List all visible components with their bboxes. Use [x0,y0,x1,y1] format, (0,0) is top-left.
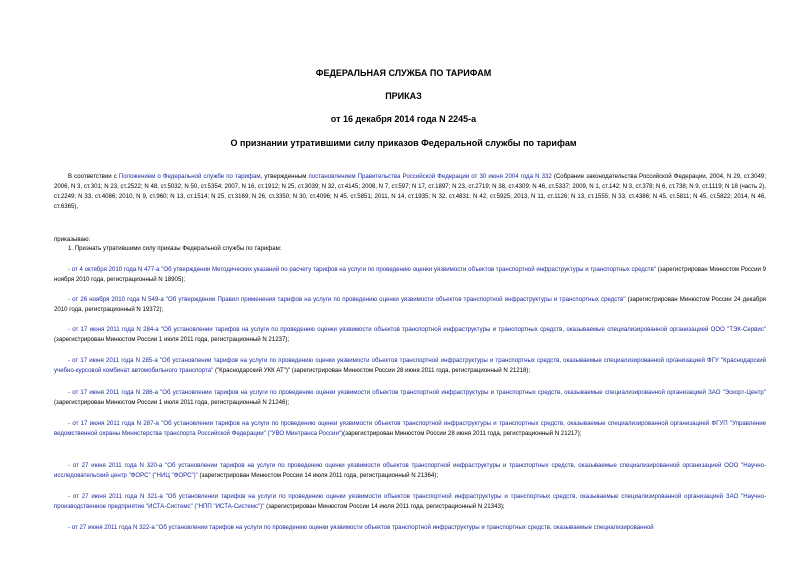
registration-text: ("Краснодарский УКК АТ")" (зарегистрирован Минюстом России 28 июня 2011 года, регистрационный N 21218); [213,367,531,374]
order-link[interactable]: - от 27 июня 2011 года N 320-а "Об установлении тарифов на услуги по проведению оценки уязвимости объектов транспортной инфраструктуры и транспортных средств, оказываемые специализированной организацией ООО "Научно-исследовательский центр "ФОРС" ("НИЦ "ФОРС")" [54,462,766,479]
list-item [54,388,766,408]
order-link[interactable]: - от 27 июня 2011 года N 322-а "Об установлении тарифов на услуги по проведению оценки уязвимости объектов транспортной инфраструктуры и транспортных средств, оказываемые специализированной [68,524,654,531]
registration-text: (зарегистрирован Минюстом России 1 июля 2011 года, регистрационный N 21246); [54,399,290,406]
order-link[interactable]: - от 17 июня 2011 года N 286-а "Об установлении тарифов на услуги по проведению оценки уязвимости объектов транспортной инфраструктуры и транспортных средств, оказываемые специализированной организацией ЗАО "Эскорт-Центр" [68,389,766,396]
list-item [54,325,766,345]
preamble-text-1: В соответствии с [68,173,119,180]
registration-text: (зарегистрирован Минюстом России 14 июля 2011 года, регистрационный N 21364); [197,472,439,479]
regulation-link[interactable]: Положением о Федеральной службе по тарифам [118,173,261,180]
agency-heading: ФЕДЕРАЛЬНАЯ СЛУЖБА ПО ТАРИФАМ [315,68,492,78]
order-link[interactable]: - от 17 июня 2011 года N 284-а "Об установлении тарифов на услуги по проведению оценки уязвимости объектов транспортной инфраструктуры и транспортных средств, оказываемые специализированной организацией ООО "ТЭК-Сервис" [68,326,766,333]
order-link[interactable]: - от 26 ноября 2010 года N 549-а "Об утверждении Правил применения тарифов на услуги по проведению оценки уязвимости объектов транспортной инфраструктуры и транспортных средств" [68,296,626,303]
order-link[interactable]: - от 4 октября 2010 года N 477-а "Об утверждении Методических указаний по расчету тарифов на услуги по проведению оценки уязвимости объектов транспортной инфраструктуры и транспортных средств" [68,266,656,273]
list-item [54,295,766,315]
list-item [54,419,766,439]
list-item [54,492,766,512]
order-link[interactable]: - от 17 июня 2011 года N 285-а "Об установлении тарифов на услуги по проведению оценки уязвимости объектов транспортной инфраструктуры и транспортных средств, оказываемые специализированной организацией ФГУ "Краснодарский учебно-курсовой комбинат автомобильного транспорта" [54,357,766,374]
registration-text: (зарегистрирован Минюстом России 28 июня 2011 года, регистрационный N 21217); [343,430,582,437]
list-item [54,356,766,376]
preamble-paragraph [54,172,766,212]
order-word: приказываю: [54,236,91,243]
preamble-text-2: , утвержденным [260,173,309,180]
item-1: 1. Признать утратившими силу приказы Федеральной службы по тарифам: [68,245,282,252]
order-link[interactable]: - от 17 июня 2011 года N 287-а "Об установлении тарифов на услуги по проведению оценки уязвимости объектов транспортной инфраструктуры и транспортных средств, оказываемые специализированной организацией ФГУП "Управление ведомственной охраны Министерства транспорта Российской Федерации" ("УВО Минтранса России") [54,420,766,437]
doc-date-heading: от 16 декабря 2014 года N 2245-а [330,114,477,124]
doc-title: О признании утратившими силу приказов Федеральной службы по тарифам [230,138,577,148]
preamble-text-3: (Собрание законодательства Российской Федерации, 2004, N 29, ст.3049; 2006, N 3, ст.301; N 23, ст.2522; N 48, ст.5032; N 50, ст.5354; 2007, N 16, ст.1912; N 25, ст.3039; N 32, ст.4145; 2008, N 7, ст.597; N 17, ст.1897; N 23, ст.2719; N 38, ст.4309; N 46, ст.5337; 2009, N 1, ст.142; N 3, ст.378; N 6, ст.738; N 9, ст.1119; N 18 (часть 2), ст.2249; N 33, ст.4086; 2010, N 9, ст.960; N 13, ст.1514; N 25, ст.3169; N 26, ст.3350; N 30, ст.4096; N 45, ст.5851; 2011, N 14, ст.1935; N 32, ст.4831; N 42, ст.5925; 2013, N 11, ст.1126; N 13, ст.1555; N 33, ст.4386; N 45, ст.5811; N 45, ст.5822; 2014, N 46, ст.6365), [54,173,767,210]
doc-type-heading: ПРИКАЗ [385,91,422,101]
list-item [54,461,766,481]
registration-text: (зарегистрирован Минюстом России 9 ноября 2010 года, регистрационный N 18905); [54,266,766,283]
registration-text: (зарегистрирован Минюстом России 1 июля 2011 года, регистрационный N 21237); [54,336,290,343]
registration-text: (зарегистрирован Минюстом России 14 июля 2011 года, регистрационный N 21343); [264,503,505,510]
resolution-link[interactable]: постановлением Правительства Российской Федерации от 30 июня 2004 года N 332 [308,173,552,180]
list-item [54,265,766,285]
order-link[interactable]: - от 27 июня 2011 года N 321-а "Об установлении тарифов на услуги по проведению оценки уязвимости объектов транспортной инфраструктуры и транспортных средств, оказываемые специализированной организацией ЗАО "Научно-производственное предприятие "ИСТА-Системс" ("НПП "ИСТА-Системс")" [54,493,766,510]
list-item [54,523,766,533]
registration-text: (зарегистрирован Минюстом России 24 декабря 2010 года, регистрационный N 19372); [54,296,766,313]
